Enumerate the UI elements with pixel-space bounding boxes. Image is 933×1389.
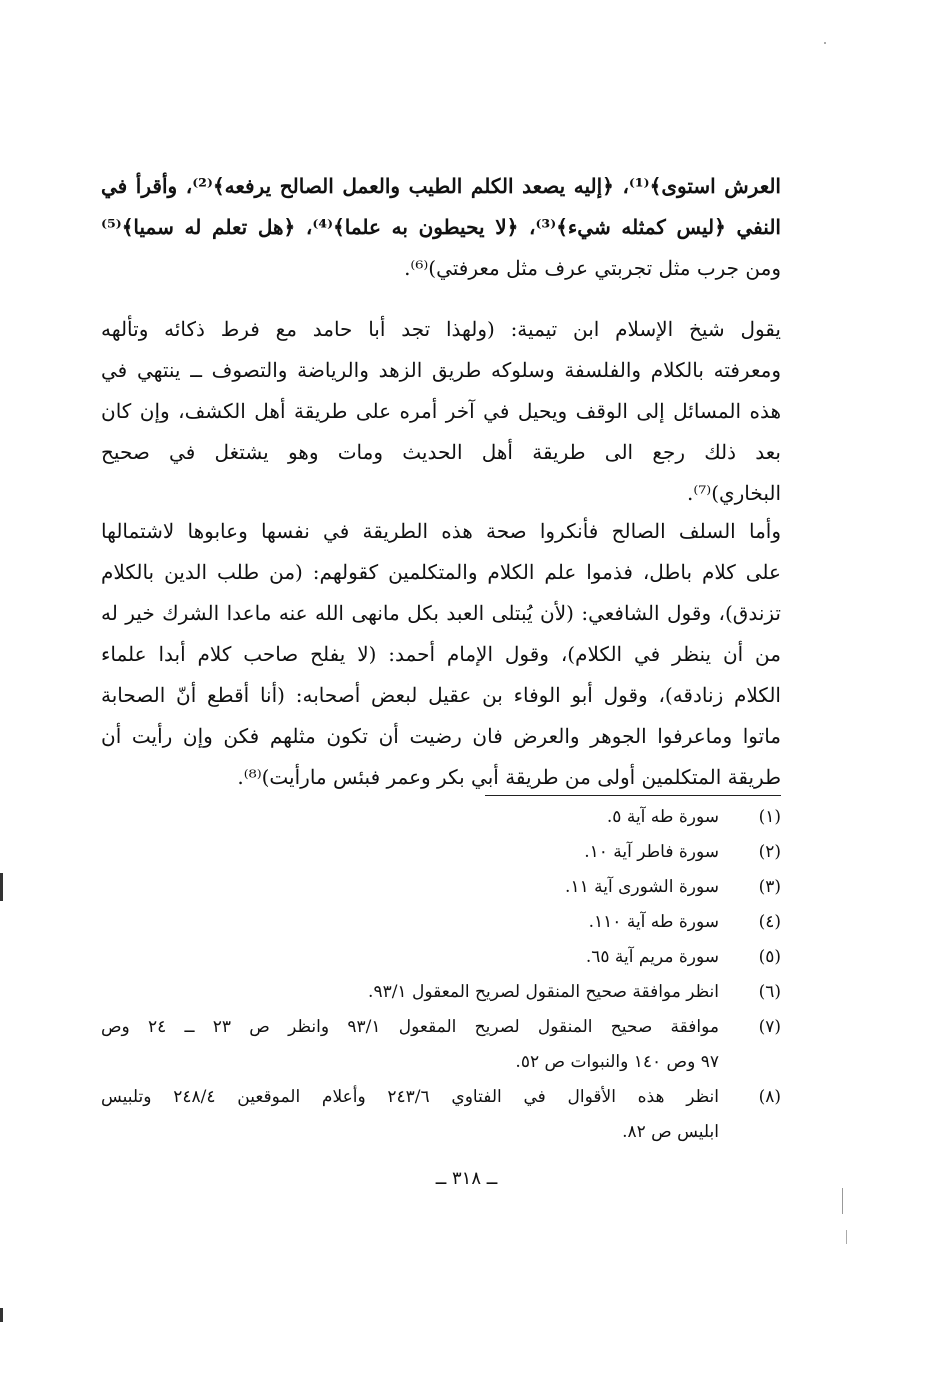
scan-speck — [824, 42, 826, 44]
footnote-text: انظر موافقة صحيح المنقول لصريح المعقول ٩٣/١. — [368, 982, 719, 1002]
footnote-number: (٤) — [758, 912, 781, 932]
footnote-item — [101, 870, 781, 905]
paragraph-salaf-position — [101, 511, 781, 798]
footnote-item — [101, 835, 781, 870]
footnote-number: (٦) — [758, 982, 781, 1002]
footnote-number: (٨) — [758, 1087, 781, 1107]
paragraph-line: يقول شيخ الإسلام ابن تيمية: (ولهذا تجد أبا حامد مع فرط ذكائه وتألهه — [101, 317, 781, 341]
paragraph-line: البخاري)⁽⁷⁾. — [686, 481, 781, 505]
footnote-text: انظر هذه الأقوال في الفتاوي ٢٤٣/٦ وأعلام الموقعين ٢٤٨/٤ وتلبيس — [101, 1087, 719, 1107]
footnote-item — [101, 1080, 781, 1150]
paragraph-line: ومعرفته بالكلام والفلسفة وسلوكه طريق الزهد والرياضة والتصوف ــ ينتهي في — [101, 358, 781, 382]
footnote-text: ٩٧ وص ١٤٠ والنبوات ص ٥٢. — [515, 1052, 719, 1072]
scan-edge-mark — [0, 873, 3, 901]
footnote-number: (٧) — [758, 1017, 781, 1037]
paragraph-line: طريقة المتكلمين أولى من طريقة أبي بكر وعمر فبئس مارأيت)⁽⁸⁾. — [237, 765, 781, 789]
footnote-number: (٣) — [758, 877, 781, 897]
footnote-item — [101, 800, 781, 835]
footnote-item — [101, 975, 781, 1010]
page-number: ــ ٣١٨ ــ — [435, 1168, 498, 1189]
footnote-number: (١) — [758, 807, 781, 827]
paragraph-line: وأما السلف الصالح فأنكروا صحة هذه الطريقة في نفسها وعابوها لاشتمالها — [101, 519, 781, 543]
paragraph-line: هذه المسائل إلى الوقف ويحيل في آخر أمره على طريقة أهل الكشف، وإن كان — [101, 399, 781, 423]
footnote-text: ابليس ص ٨٢. — [622, 1122, 719, 1142]
footnote-item — [101, 905, 781, 940]
footnote-text: سورة مريم آية ٦٥. — [585, 947, 719, 967]
scan-speck — [846, 1230, 847, 1244]
footnote-text: سورة الشورى آية ١١. — [565, 877, 719, 897]
footnote-item — [101, 940, 781, 975]
scan-edge-mark — [0, 1308, 3, 1322]
footnote-text: موافقة صحيح المنقول لصريح المقعول ٩٣/١ وانظر ص ٢٣ ــ ٢٤ وص — [101, 1017, 719, 1037]
paragraph-line: ماتوا وماعرفوا الجوهر والعرض فان رضيت أن تكون مثلهم فكن وإن رأيت أن — [101, 724, 781, 748]
paragraph-line: الكلام زنادقه)، وقول أبو الوفاء بن عقيل لبعض أصحابه: (أنا أقطع أنّ الصحابة — [101, 683, 781, 707]
footnote-separator — [485, 795, 781, 796]
paragraph-line: من أن ينظر في الكلام)، وقول الإمام أحمد: (لا يفلح صاحب كلام أبدا علماء — [101, 642, 781, 666]
footnote-item — [101, 1010, 781, 1080]
footnote-number: (٥) — [758, 947, 781, 967]
footnote-text: سورة طه آية ١١٠. — [588, 912, 719, 932]
paragraph-line: تزندق)، وقول الشافعي: (لأن يُبتلى العبد بكل مانهى الله عنه ماعدا الشرك خير له — [101, 601, 781, 625]
scan-speck — [842, 1188, 843, 1214]
paragraph-quran-verses — [101, 166, 781, 289]
paragraph-line: بعد ذلك رجع الى طريقة أهل الحديث ومات وهو يشتغل في صحيح — [101, 440, 781, 464]
paragraph-line: ومن جرب مثل تجربتي عرف مثل معرفتي)⁽⁶⁾. — [404, 256, 781, 280]
paragraph-ibn-taymiyyah-quote — [101, 309, 781, 514]
footnote-number: (٢) — [758, 842, 781, 862]
paragraph-line: العرش استوى﴾⁽¹⁾، ﴿إليه يصعد الكلم الطيب والعمل الصالح يرفعه﴾⁽²⁾، وأقرأ في — [101, 174, 781, 198]
footnote-text: سورة طه آية ٥. — [606, 807, 719, 827]
paragraph-line: على كلام باطل، فذموا علم الكلام والمتكلمين كقولهم: (من طلب الدين بالكلام — [101, 560, 781, 584]
paragraph-line: النفي ﴿ليس كمثله شيء﴾⁽³⁾، ﴿لا يحيطون به علما﴾⁽⁴⁾، ﴿هل تعلم له سميا﴾⁽⁵⁾ — [101, 215, 781, 239]
footnote-text: سورة فاطر آية ١٠. — [584, 842, 719, 862]
footnotes — [101, 800, 781, 1150]
